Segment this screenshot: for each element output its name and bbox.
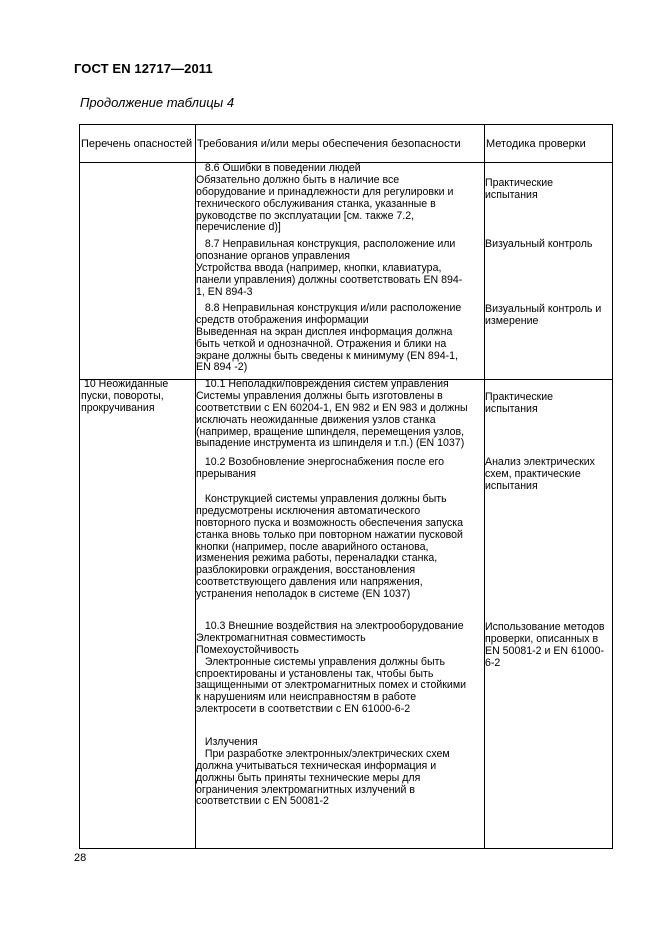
text-line: испытания — [485, 479, 538, 492]
text-line: кнопки (например, после аварийного останова, — [196, 540, 429, 553]
text-line: соответствии с EN 50081-2 — [196, 795, 329, 808]
text-line: прокручивания — [81, 401, 155, 414]
table-caption: Продолжение таблицы 4 — [80, 95, 235, 110]
requirement-10-3 — [196, 621, 466, 716]
text-line: должны быть приняты технические меры для — [196, 771, 421, 784]
text-line: защищенными от электромагнитных помех и стойкими — [196, 679, 467, 692]
text-line: 1, EN 894-3 — [196, 285, 253, 298]
text-line: испытания — [485, 188, 538, 201]
text-line: Конструкцией системы управления должны быть — [196, 493, 447, 505]
text-line: Устройства ввода (например, кнопки, клавиатура, — [196, 261, 442, 274]
column-header-requirements: Требования и/или меры обеспечения безопасности — [197, 138, 461, 150]
text-line: Электронные системы управления должны быть — [196, 655, 445, 668]
text-line: оборудование и принадлежности для регулировки и — [196, 185, 454, 198]
text-line: технического обслуживания станка, указанные в — [196, 197, 436, 210]
text-line: руководстве по эксплуатации [см. также 7.2, — [196, 209, 415, 222]
hazard-unexpected-starts — [81, 379, 168, 415]
text-line: разблокировки ограждения, восстановления — [196, 564, 416, 577]
text-line: спроектированы и установлены так, чтобы быть — [196, 667, 434, 680]
text-line: перечисление d)] — [196, 221, 281, 234]
text-line: ограничения электромагнитных излучений в — [196, 783, 415, 796]
text-line: 10.1 Неполадки/повреждения систем управления — [196, 378, 449, 390]
text-line: 10.3 Внешние воздействия на электрооборудование — [196, 620, 464, 632]
text-line: 10.2 Возобновление энергоснабжения после его — [196, 456, 445, 468]
text-line: испытания — [485, 402, 538, 415]
text-line: 6-2 — [485, 656, 501, 669]
text-line: Практические — [485, 391, 554, 403]
text-line: выпадение инструмента из шпинделя и т.п.) (EN 1037) — [196, 437, 465, 450]
text-line: станка вновь только при повторном нажатии пусковой — [196, 528, 463, 541]
requirement-8-8 — [196, 303, 461, 374]
text-line: соответствии с EN 60204-1, EN 982 и EN 983 и должны — [196, 401, 468, 414]
text-line: 10 Неожиданные — [81, 378, 169, 390]
column-header-hazards: Перечень опасностей — [81, 138, 193, 150]
requirement-10-2-control — [196, 494, 463, 601]
text-line: средств отображения информации — [196, 313, 369, 326]
text-line: схем, практические — [485, 467, 581, 480]
text-line: к нарушениям или неисправностям в работе — [196, 691, 417, 704]
text-line: должна учитываться техническая информация и — [196, 759, 437, 772]
text-line: быть четкой и однозначной. Отражения и блики на — [196, 337, 447, 350]
text-line: Выведенная на экран дисплея информация должна — [196, 325, 453, 338]
text-line: Визуальный контроль — [485, 238, 593, 250]
text-line: Практические — [485, 177, 554, 189]
requirement-emissions — [196, 737, 450, 808]
page-number: 28 — [74, 852, 87, 864]
method-practical-tests — [485, 178, 553, 202]
method-practical-tests-2 — [485, 392, 553, 416]
method-visual-control-measurement — [485, 304, 601, 328]
text-line: измерение — [485, 314, 539, 327]
text-line: исключать неожиданные движения узлов станка — [196, 413, 436, 426]
text-line: Излучения — [196, 736, 258, 748]
document-header: ГОСТ EN 12717—2011 — [74, 61, 213, 76]
text-line: Анализ электрических — [485, 456, 595, 468]
text-line: проверки, описанных в — [485, 632, 599, 645]
text-line: При разработке электронных/электрических схем — [196, 747, 450, 760]
column-header-method: Методика проверки — [486, 138, 586, 150]
method-standard-methods — [485, 622, 605, 670]
requirement-10-1 — [196, 379, 468, 450]
text-line: соответствующего давления или напряжения, — [196, 576, 423, 589]
text-line: Помехоустойчивость — [196, 643, 299, 656]
text-line: Системы управления должны быть изготовлены в — [196, 389, 443, 402]
text-line: экране должны быть сведены к минимуму (EN 894-1, — [196, 349, 458, 362]
text-line: Использование методов — [485, 621, 605, 633]
text-line: 8.6 Ошибки в поведении людей — [196, 162, 361, 174]
text-line: предусмотрены исключения автоматического — [196, 504, 421, 517]
text-line: пуски, повороты, — [81, 389, 164, 402]
text-line: опознание органов управления — [196, 249, 351, 262]
method-circuit-analysis — [485, 457, 595, 493]
requirement-10-2 — [196, 457, 444, 481]
text-line: (например, вращение шпинделя, перемещения узлов, — [196, 425, 465, 438]
text-line: Электромагнитная совместимость — [196, 631, 366, 644]
requirement-8-7 — [196, 239, 462, 298]
text-line: EN 894 -2) — [196, 361, 248, 374]
text-line: Визуальный контроль и — [485, 303, 602, 315]
text-line: электросети в соответствии с EN 61000-6-2 — [196, 703, 411, 716]
text-line: повторного пуска и возможность обеспечения запуска — [196, 516, 464, 529]
method-visual-control — [485, 239, 592, 251]
text-line: устранения неполадок в системе (EN 1037) — [196, 588, 411, 601]
text-line: Обязательно должно быть в наличие все — [196, 173, 400, 186]
text-line: прерывания — [196, 467, 256, 480]
requirement-8-6 — [196, 163, 453, 234]
text-line: панели управления) должны соответствовать EN 894- — [196, 273, 463, 286]
text-line: 8.7 Неправильная конструкция, расположение или — [196, 238, 456, 250]
text-line: EN 50081-2 и EN 61000- — [485, 644, 604, 657]
text-line: изменения режима работы, переналадки станка, — [196, 552, 438, 565]
text-line: 8.8 Неправильная конструкция и/или расположение — [196, 302, 462, 314]
